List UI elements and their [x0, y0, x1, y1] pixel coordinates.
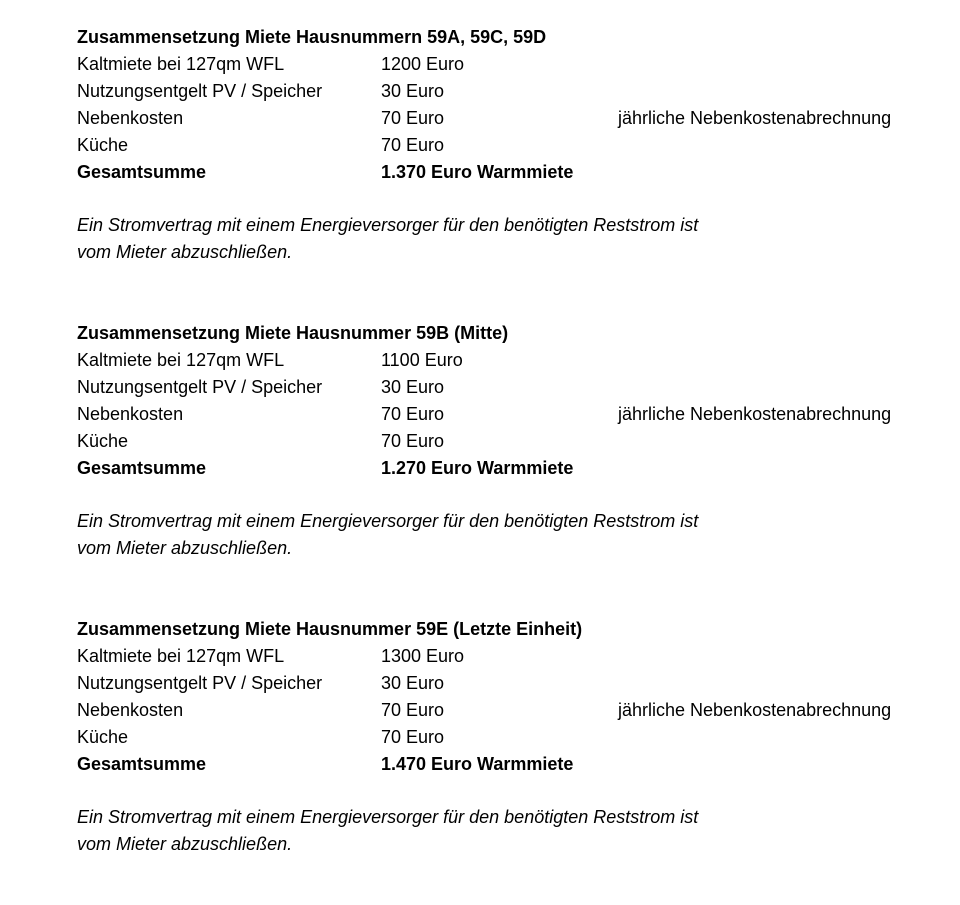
note-line: vom Mieter abzuschließen.	[77, 834, 293, 854]
note-line: Ein Stromvertrag mit einem Energieversorger für den benötigten Reststrom ist	[77, 807, 699, 827]
row-note: jährliche Nebenkostenabrechnung	[618, 700, 892, 720]
note-line: Ein Stromvertrag mit einem Energieversorger für den benötigten Reststrom ist	[77, 215, 699, 235]
row-note: jährliche Nebenkostenabrechnung	[618, 404, 892, 424]
row-value: 70 Euro	[381, 135, 445, 155]
total-value: 1.270 Euro Warmmiete	[381, 458, 574, 478]
rent-row-kitchen	[77, 724, 937, 751]
row-label: Nebenkosten	[77, 404, 184, 424]
row-label: Kaltmiete bei 127qm WFL	[77, 646, 285, 666]
section-title: Zusammensetzung Miete Hausnummern 59A, 59C, 59D	[77, 27, 547, 47]
rent-section-59b	[77, 320, 937, 562]
total-label: Gesamtsumme	[77, 162, 207, 182]
rent-row-total	[77, 751, 937, 778]
note-line: vom Mieter abzuschließen.	[77, 538, 293, 558]
row-value: 30 Euro	[381, 81, 445, 101]
row-value: 70 Euro	[381, 700, 445, 720]
row-label: Küche	[77, 135, 129, 155]
row-label: Kaltmiete bei 127qm WFL	[77, 54, 285, 74]
row-value: 70 Euro	[381, 108, 445, 128]
rent-row-pv-storage	[77, 670, 937, 697]
row-value: 1300 Euro	[381, 646, 465, 666]
rent-section-59a-59c-59d	[77, 24, 937, 266]
row-label: Kaltmiete bei 127qm WFL	[77, 350, 285, 370]
rent-row-pv-storage	[77, 374, 937, 401]
rent-row-cold-rent	[77, 643, 937, 670]
electricity-contract-note	[77, 508, 937, 562]
section-title: Zusammensetzung Miete Hausnummer 59B (Mitte)	[77, 323, 509, 343]
total-label: Gesamtsumme	[77, 754, 207, 774]
electricity-contract-note	[77, 212, 937, 266]
rent-row-ancillary-costs	[77, 697, 937, 724]
row-label: Nutzungsentgelt PV / Speicher	[77, 81, 323, 101]
row-value: 1200 Euro	[381, 54, 465, 74]
section-title: Zusammensetzung Miete Hausnummer 59E (Letzte Einheit)	[77, 619, 583, 639]
row-note: jährliche Nebenkostenabrechnung	[618, 108, 892, 128]
row-label: Nebenkosten	[77, 700, 184, 720]
row-value: 70 Euro	[381, 404, 445, 424]
note-line: vom Mieter abzuschließen.	[77, 242, 293, 262]
rent-section-59e	[77, 616, 937, 858]
row-value: 30 Euro	[381, 673, 445, 693]
row-label: Nebenkosten	[77, 108, 184, 128]
total-value: 1.370 Euro Warmmiete	[381, 162, 574, 182]
rent-row-kitchen	[77, 428, 937, 455]
row-label: Küche	[77, 727, 129, 747]
rent-row-total	[77, 159, 937, 186]
row-value: 30 Euro	[381, 377, 445, 397]
row-label: Nutzungsentgelt PV / Speicher	[77, 673, 323, 693]
rent-row-total	[77, 455, 937, 482]
row-label: Nutzungsentgelt PV / Speicher	[77, 377, 323, 397]
total-value: 1.470 Euro Warmmiete	[381, 754, 574, 774]
total-label: Gesamtsumme	[77, 458, 207, 478]
document-page	[77, 24, 937, 858]
rent-row-pv-storage	[77, 78, 937, 105]
rent-row-cold-rent	[77, 347, 937, 374]
rent-row-ancillary-costs	[77, 401, 937, 428]
rent-row-cold-rent	[77, 51, 937, 78]
row-value: 70 Euro	[381, 727, 445, 747]
electricity-contract-note	[77, 804, 937, 858]
rent-row-ancillary-costs	[77, 105, 937, 132]
rent-row-kitchen	[77, 132, 937, 159]
row-value: 1100 Euro	[381, 350, 463, 370]
row-value: 70 Euro	[381, 431, 445, 451]
note-line: Ein Stromvertrag mit einem Energieversorger für den benötigten Reststrom ist	[77, 511, 699, 531]
row-label: Küche	[77, 431, 129, 451]
